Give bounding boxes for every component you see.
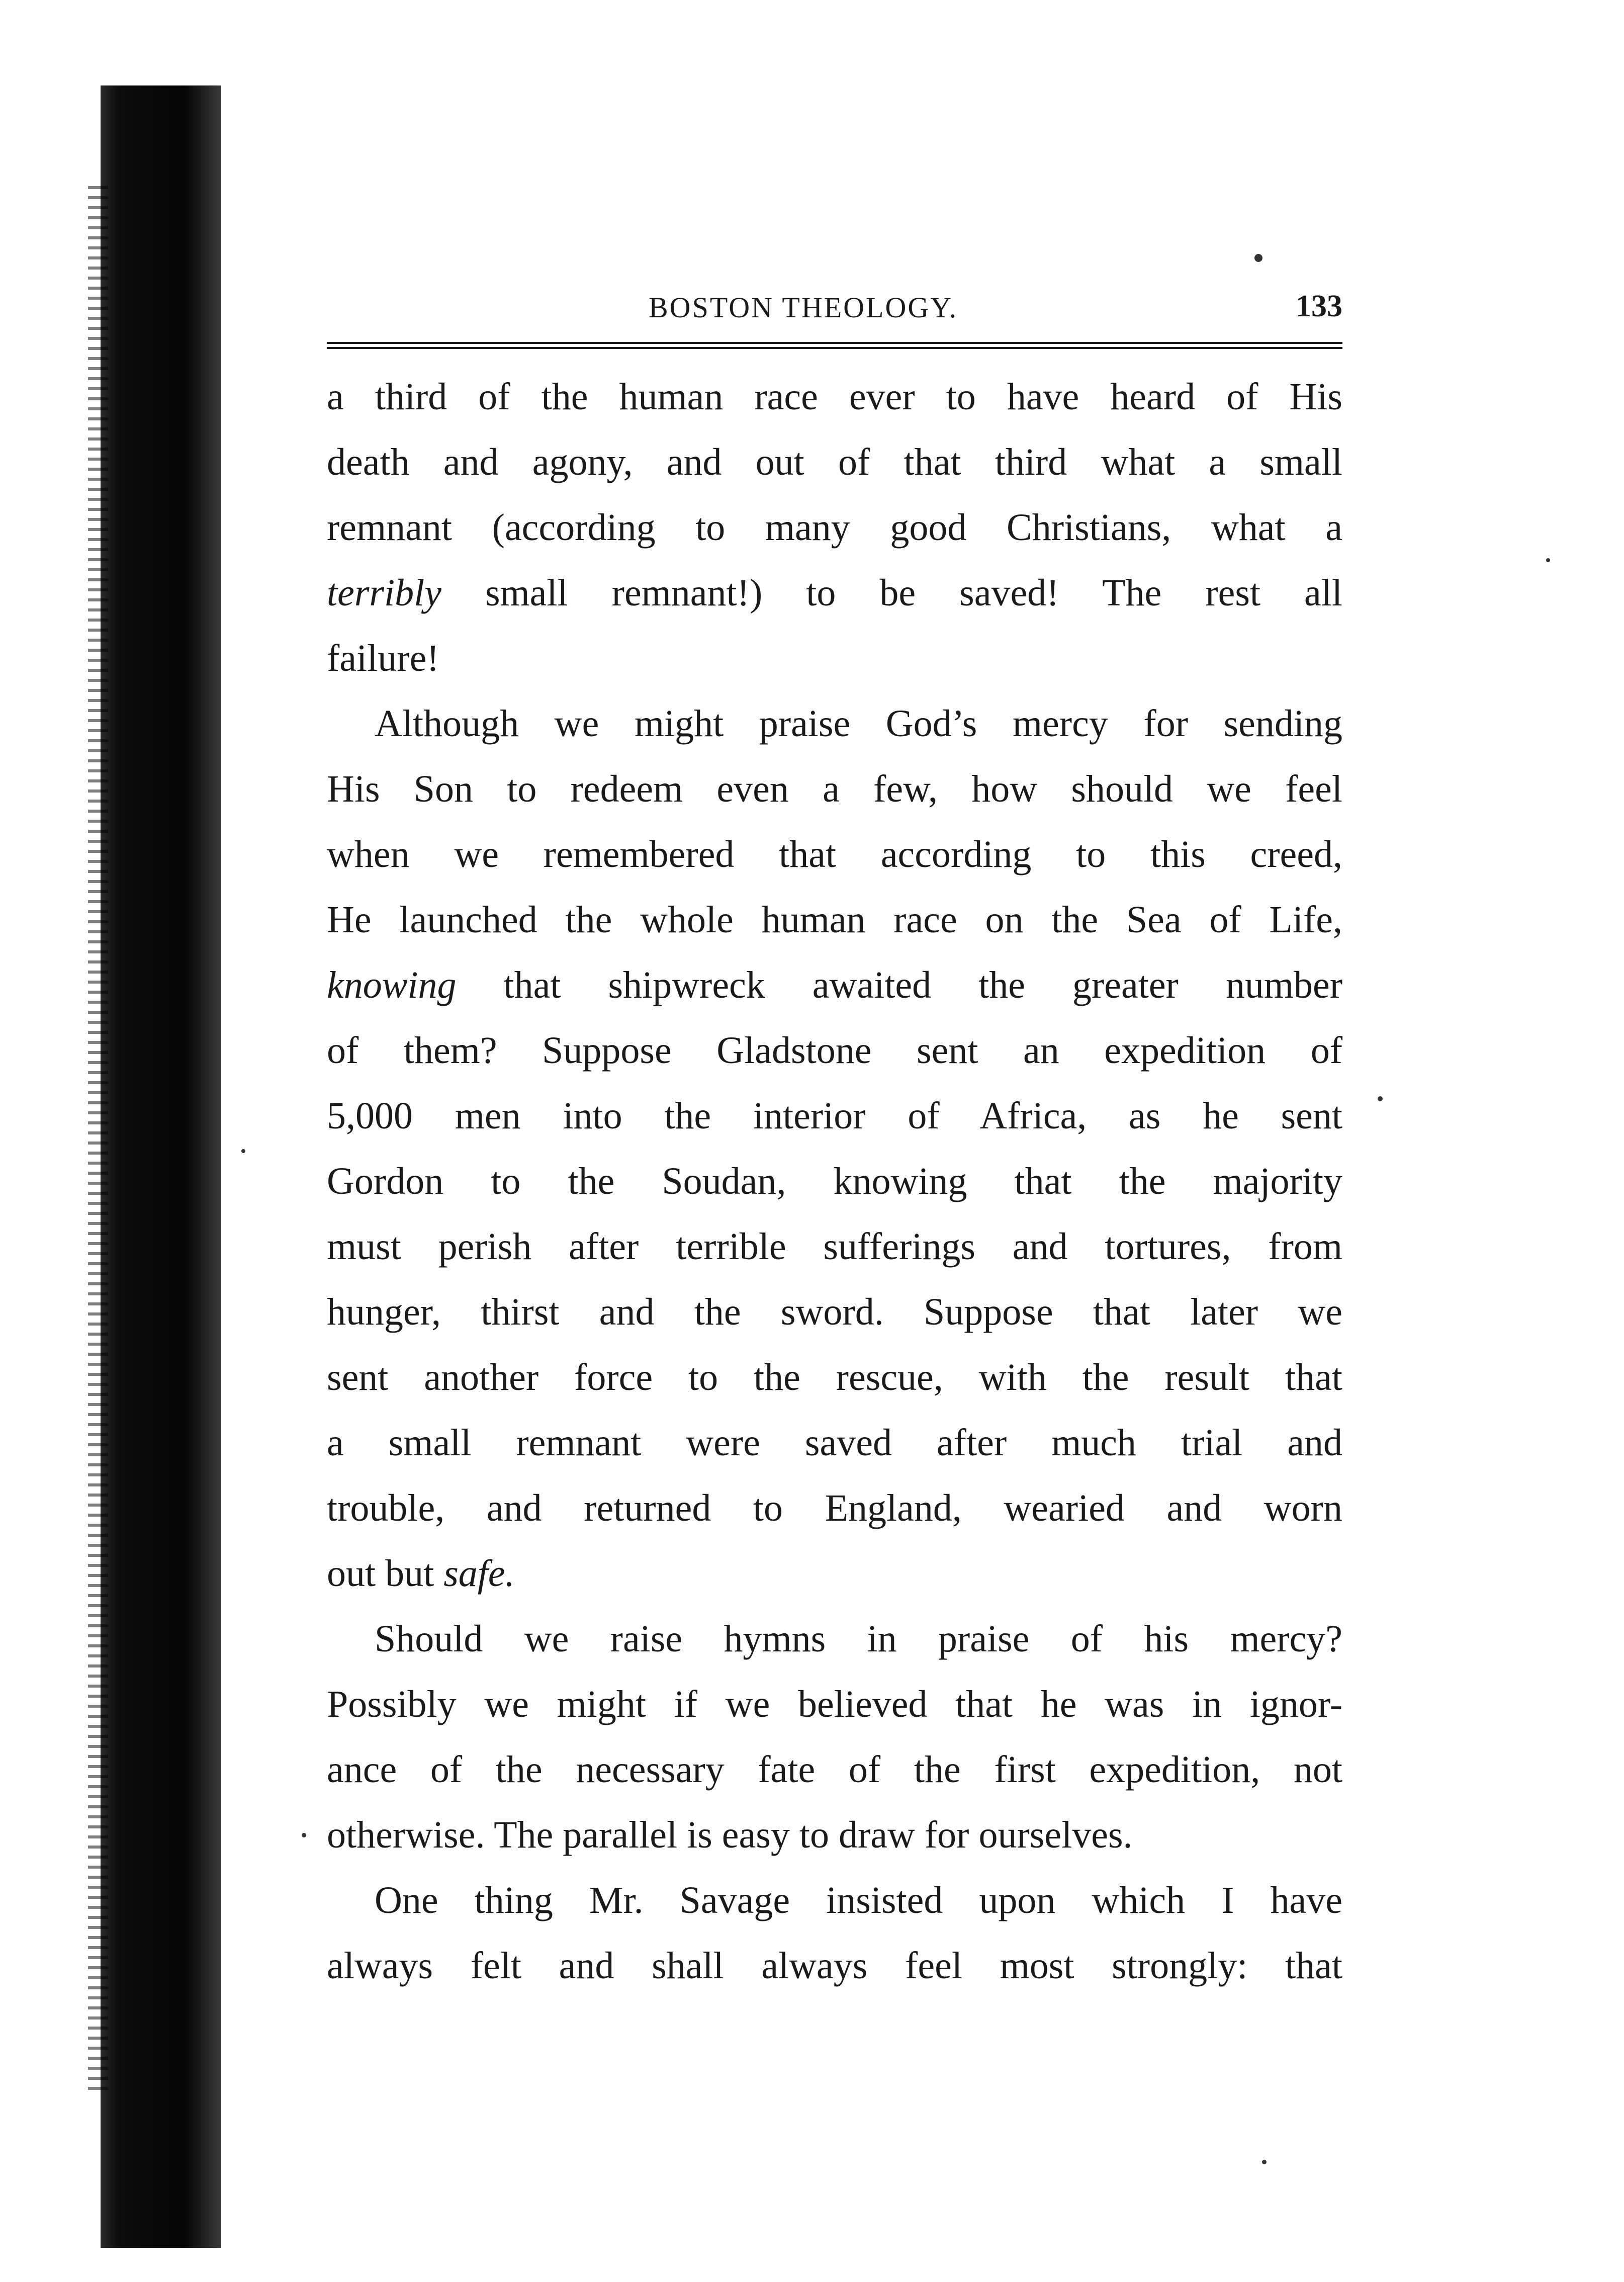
print-speck (241, 1149, 245, 1153)
italic-text: safe. (443, 1552, 515, 1595)
line-text: small remnant!) to be saved! The rest all (441, 572, 1342, 614)
italic-text: knowing (327, 964, 457, 1006)
line-text: ance of the necessary fate of the first expedition, not (327, 1748, 1342, 1791)
text-line (327, 560, 1342, 626)
line-text: that shipwreck awaited the greater number (456, 964, 1342, 1006)
line-text: a small remnant were saved after much trial and (327, 1422, 1342, 1464)
line-text: 5,000 men into the interior of Africa, as he sent (327, 1095, 1342, 1137)
text-line (327, 495, 1342, 560)
line-text: out but (327, 1552, 444, 1595)
italic-text: terribly (327, 572, 441, 614)
line-text: failure! (327, 637, 439, 679)
text-line (327, 1018, 1342, 1083)
line-text: trouble, and returned to England, wearied and worn (327, 1487, 1342, 1529)
text-line (327, 1933, 1342, 1998)
page-number: 133 (1296, 289, 1342, 323)
text-line (327, 1672, 1342, 1737)
paragraph (327, 691, 1342, 1606)
text-line (327, 1149, 1342, 1214)
running-head (327, 282, 1342, 337)
line-text: Although we might praise God’s mercy for sending (375, 703, 1342, 745)
print-speck (1378, 1096, 1383, 1101)
line-text: always felt and shall always feel most strongly: that (327, 1945, 1342, 1987)
line-text: of them? Suppose Gladstone sent an expedition of (327, 1029, 1342, 1072)
line-text: His Son to redeem even a few, how should we feel (327, 768, 1342, 810)
line-text: Should we raise hymns in praise of his mercy? (375, 1618, 1342, 1660)
text-line (327, 887, 1342, 952)
line-text: a third of the human race ever to have heard of His (327, 376, 1342, 418)
book-binding-edge (101, 85, 221, 2248)
line-text: death and agony, and out of that third what a small (327, 441, 1342, 483)
print-speck (1546, 558, 1550, 562)
paragraph (327, 364, 1342, 691)
text-line (327, 1214, 1342, 1279)
paragraph (327, 1606, 1342, 1868)
print-speck (302, 1833, 306, 1837)
paragraph (327, 1868, 1342, 1998)
text-line (327, 952, 1342, 1018)
line-text: hunger, thirst and the sword. Suppose that later we (327, 1291, 1342, 1333)
line-text: Possibly we might if we believed that he was in ignor- (327, 1683, 1342, 1725)
text-line (327, 1475, 1342, 1541)
text-line (327, 1279, 1342, 1345)
text-line (327, 364, 1342, 429)
text-line (327, 691, 1342, 756)
book-page (327, 282, 1342, 1998)
line-text: sent another force to the rescue, with the result that (327, 1356, 1342, 1398)
text-line (327, 429, 1342, 495)
text-line (327, 822, 1342, 887)
header-double-rule (327, 342, 1342, 349)
line-text: One thing Mr. Savage insisted upon which I have (375, 1879, 1342, 1921)
print-speck (1254, 254, 1262, 262)
text-line (327, 756, 1342, 822)
line-text: otherwise. The parallel is easy to draw for ourselves. (327, 1814, 1133, 1856)
text-line (327, 1410, 1342, 1475)
text-line (327, 1083, 1342, 1149)
line-text: must perish after terrible sufferings and tortures, from (327, 1225, 1342, 1268)
text-line (327, 1868, 1342, 1933)
text-line (327, 1606, 1342, 1672)
body-text (327, 364, 1342, 1998)
line-text: when we remembered that according to this creed, (327, 833, 1342, 875)
line-text: remnant (according to many good Christians, what a (327, 506, 1342, 549)
text-line (327, 1345, 1342, 1410)
running-title: BOSTON THEOLOGY. (649, 291, 958, 324)
text-line (327, 1802, 1342, 1868)
text-line (327, 626, 1342, 691)
line-text: He launched the whole human race on the Sea of Life, (327, 899, 1342, 941)
text-line (327, 1737, 1342, 1802)
print-speck (1262, 2160, 1267, 2164)
line-text: Gordon to the Soudan, knowing that the majority (327, 1160, 1342, 1202)
text-line (327, 1541, 1342, 1606)
